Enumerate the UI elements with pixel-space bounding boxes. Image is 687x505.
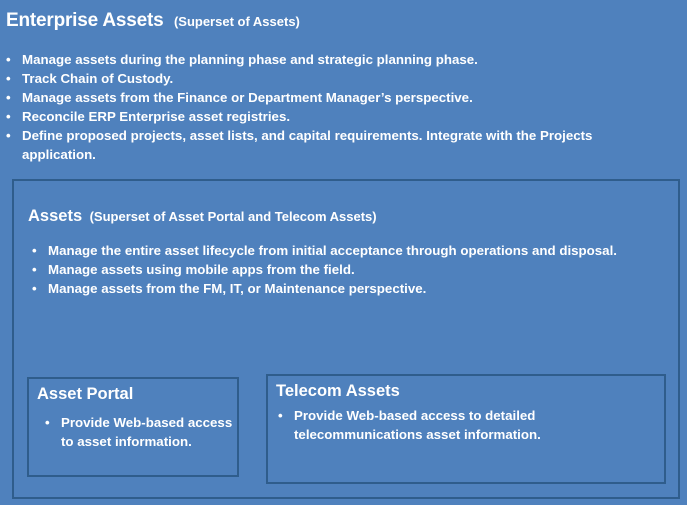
list-item	[278, 406, 658, 444]
bullet-text: Define proposed projects, asset lists, and capital requirements. Integrate with the Projects application.	[22, 128, 593, 162]
assets-title	[28, 207, 377, 226]
bullet-icon: •	[6, 71, 11, 86]
bullet-text: Manage assets during the planning phase and strategic planning phase.	[22, 52, 478, 67]
bullet-text: Manage assets from the Finance or Department Manager’s perspective.	[22, 90, 473, 105]
list-item	[32, 241, 652, 260]
list-item	[6, 126, 666, 164]
bullet-text: Track Chain of Custody.	[22, 71, 174, 86]
bullet-icon: •	[32, 281, 37, 296]
bullet-icon: •	[6, 109, 11, 124]
assets-heading: Assets	[28, 207, 83, 225]
bullet-icon: •	[32, 243, 37, 258]
list-item	[6, 69, 666, 88]
assets-box	[12, 179, 680, 499]
bullet-icon: •	[6, 128, 11, 143]
bullet-icon: •	[6, 90, 11, 105]
bullet-text: Provide Web-based access to asset information.	[61, 415, 233, 449]
bullet-icon: •	[6, 52, 11, 67]
enterprise-assets-bullet-list	[6, 50, 666, 164]
list-item	[32, 279, 652, 298]
list-item	[6, 107, 666, 126]
assets-bullet-list	[32, 241, 652, 298]
list-item	[6, 50, 666, 69]
assets-subtitle: (Superset of Asset Portal and Telecom Assets)	[89, 209, 377, 224]
list-item	[6, 88, 666, 107]
telecom-assets-heading: Telecom Assets	[276, 382, 400, 400]
asset-portal-box	[27, 377, 239, 477]
enterprise-assets-heading: Enterprise Assets	[6, 10, 164, 31]
asset-portal-bullet-list	[45, 413, 235, 451]
asset-portal-heading: Asset Portal	[37, 385, 134, 403]
bullet-text: Reconcile ERP Enterprise asset registries.	[22, 109, 291, 124]
bullet-text: Manage assets using mobile apps from the field.	[48, 262, 355, 277]
list-item	[45, 413, 235, 451]
telecom-assets-bullet-list	[278, 406, 658, 444]
bullet-icon: •	[45, 415, 50, 430]
bullet-icon: •	[278, 408, 283, 423]
bullet-text: Provide Web-based access to detailed telecommunications asset information.	[294, 408, 541, 442]
bullet-icon: •	[32, 262, 37, 277]
bullet-text: Manage assets from the FM, IT, or Maintenance perspective.	[48, 281, 427, 296]
bullet-text: Manage the entire asset lifecycle from initial acceptance through operations and disposal.	[48, 243, 617, 258]
enterprise-assets-subtitle: (Superset of Assets)	[173, 14, 300, 29]
list-item	[32, 260, 652, 279]
enterprise-assets-title	[6, 10, 300, 32]
telecom-assets-box	[266, 374, 666, 484]
